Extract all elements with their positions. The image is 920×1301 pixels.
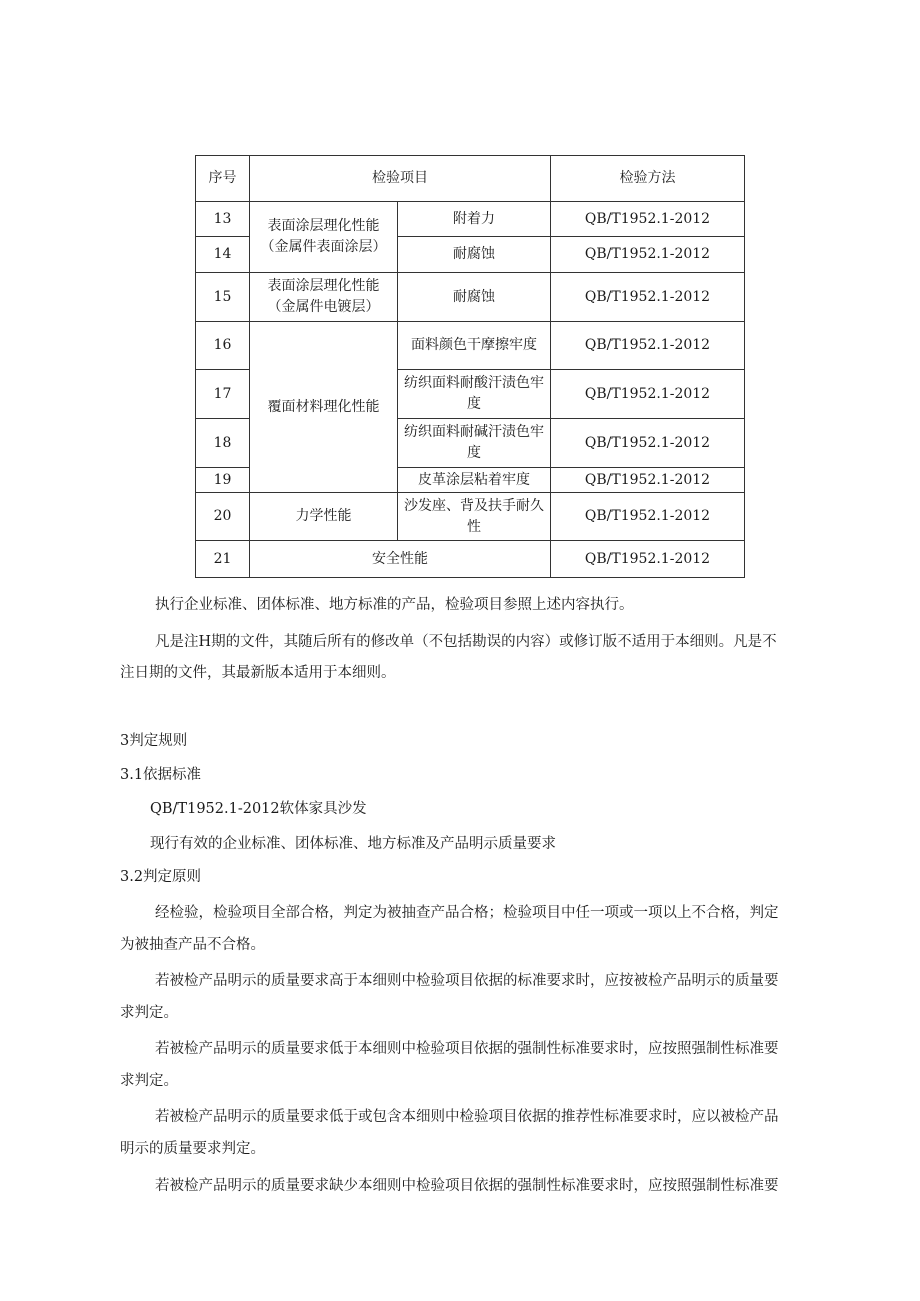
row-no: 13 — [196, 202, 250, 237]
row-no: 17 — [196, 370, 250, 419]
row-method: QB/T1952.1-2012 — [551, 541, 745, 578]
header-no: 序号 — [196, 156, 250, 202]
header-method: 检验方法 — [551, 156, 745, 202]
group-mechanical: 力学性能 — [250, 493, 398, 541]
row-no: 14 — [196, 237, 250, 273]
table-row — [196, 322, 745, 370]
row-sub-item: 面料颜色干摩擦牢度 — [398, 322, 551, 370]
standard-item-1: QB/T1952.1-2012软体家具沙发 — [150, 801, 367, 817]
section-heading-3-1: 3.1依据标准 — [120, 767, 202, 783]
table-row — [196, 493, 745, 541]
paragraph-scope-note: 执行企业标准、团体标准、地方标准的产品，检验项目参照上述内容执行。 — [155, 597, 634, 613]
paragraph-dated-docs-cont: 注日期的文件，其最新版本适用于本细则。 — [120, 665, 396, 681]
row-method: QB/T1952.1-2012 — [551, 419, 745, 468]
row-method: QB/T1952.1-2012 — [551, 202, 745, 237]
row-sub-item: 附着力 — [398, 202, 551, 237]
row-method: QB/T1952.1-2012 — [551, 468, 745, 493]
row-no: 16 — [196, 322, 250, 370]
row-no: 15 — [196, 273, 250, 322]
header-item: 检验项目 — [250, 156, 551, 202]
row-sub-item: 耐腐蚀 — [398, 273, 551, 322]
principle-1: 经检验，检验项目全部合格，判定为被抽查产品合格；检验项目中任一项或一项以上不合格，判定 — [155, 905, 779, 921]
group-safety: 安全性能 — [250, 541, 551, 578]
table-row — [196, 541, 745, 578]
section-heading-3: 3判定规则 — [120, 733, 188, 749]
principle-5: 若被检产品明示的质量要求缺少本细则中检验项目依据的强制性标准要求时，应按照强制性标准要 — [155, 1178, 779, 1194]
row-no: 20 — [196, 493, 250, 541]
row-no: 19 — [196, 468, 250, 493]
row-method: QB/T1952.1-2012 — [551, 273, 745, 322]
row-method: QB/T1952.1-2012 — [551, 237, 745, 273]
principle-3: 若被检产品明示的质量要求低于本细则中检验项目依据的强制性标准要求时，应按照强制性标准要 — [155, 1041, 779, 1057]
row-sub-item: 皮革涂层粘着牢度 — [398, 468, 551, 493]
row-sub-item: 纺织面料耐碱汗渍色牢度 — [398, 419, 551, 468]
group-cover-material: 覆面材料理化性能 — [250, 322, 398, 493]
group-coating-metal: 表面涂层理化性能（金属件表面涂层） — [250, 202, 398, 273]
row-sub-item: 耐腐蚀 — [398, 237, 551, 273]
inspection-table — [195, 155, 745, 578]
row-no: 21 — [196, 541, 250, 578]
row-method: QB/T1952.1-2012 — [551, 322, 745, 370]
table-row — [196, 273, 745, 322]
table-header-row — [196, 156, 745, 202]
group-coating-plating: 表面涂层理化性能（金属件电镀层） — [250, 273, 398, 322]
table-row — [196, 202, 745, 237]
row-method: QB/T1952.1-2012 — [551, 370, 745, 419]
principle-3-cont: 求判定。 — [120, 1073, 178, 1089]
row-sub-item: 沙发座、背及扶手耐久性 — [398, 493, 551, 541]
row-no: 18 — [196, 419, 250, 468]
principle-1-cont: 为被抽查产品不合格。 — [120, 937, 265, 953]
paragraph-dated-docs: 凡是注H期的文件，其随后所有的修改单（不包括勘误的内容）或修订版不适用于本细则。凡是不 — [155, 634, 777, 650]
standard-item-2: 现行有效的企业标准、团体标准、地方标准及产品明示质量要求 — [150, 836, 556, 852]
row-sub-item: 纺织面料耐酸汗渍色牢度 — [398, 370, 551, 419]
section-heading-3-2: 3.2判定原则 — [120, 869, 202, 885]
principle-4-cont: 明示的质量要求判定。 — [120, 1141, 265, 1157]
row-method: QB/T1952.1-2012 — [551, 493, 745, 541]
principle-2: 若被检产品明示的质量要求高于本细则中检验项目依据的标准要求时，应按被检产品明示的质量要 — [155, 973, 779, 989]
principle-2-cont: 求判定。 — [120, 1005, 178, 1021]
principle-4: 若被检产品明示的质量要求低于或包含本细则中检验项目依据的推荐性标准要求时，应以被检产品 — [155, 1109, 779, 1125]
